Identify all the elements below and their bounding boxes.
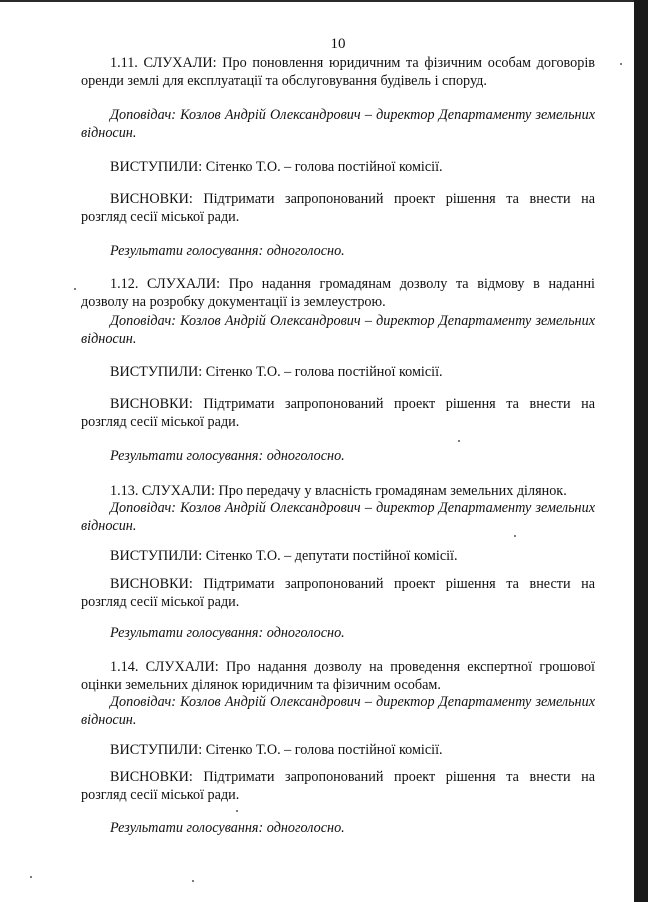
heard-1-14: 1.14. СЛУХАЛИ: Про надання дозволу на проведення експертної грошової оцінки земельних ділянок юридичним та фізичним особам.: [81, 659, 595, 693]
heard-1-11: 1.11. СЛУХАЛИ: Про поновлення юридичним та фізичним особам договорів оренди землі для експлуатації та обслуговування будівель і споруд.: [81, 55, 595, 89]
speaker-1-11: Доповідач: Козлов Андрій Олександрович – директор Департаменту земельних відносин.: [81, 107, 595, 141]
vote-1-14: Результати голосування: одноголосно.: [110, 820, 345, 836]
scan-speck: [74, 288, 76, 290]
page-number: 10: [330, 36, 346, 52]
vote-1-13: Результати голосування: одноголосно.: [110, 625, 345, 641]
document-page: [81, 0, 595, 902]
vote-1-12: Результати голосування: одноголосно.: [110, 448, 345, 464]
heard-1-13: 1.13. СЛУХАЛИ: Про передачу у власність громадянам земельних ділянок.: [110, 483, 567, 499]
vote-1-11: Результати голосування: одноголосно.: [110, 243, 345, 259]
scan-border-right: [634, 0, 648, 902]
spoke-1-14: ВИСТУПИЛИ: Сітенко Т.О. – голова постійної комісії.: [110, 742, 443, 758]
scan-speck: [458, 440, 460, 442]
conclusions-1-13: ВИСНОВКИ: Підтримати запропонований проект рішення та внести на розгляд сесії міської ради.: [81, 576, 595, 610]
conclusions-1-14: ВИСНОВКИ: Підтримати запропонований проект рішення та внести на розгляд сесії міської ради.: [81, 769, 595, 803]
scan-speck: [620, 63, 622, 65]
conclusions-1-11: ВИСНОВКИ: Підтримати запропонований проект рішення та внести на розгляд сесії міської ради.: [81, 191, 595, 225]
scan-speck: [514, 535, 516, 537]
spoke-1-11: ВИСТУПИЛИ: Сітенко Т.О. – голова постійної комісії.: [110, 159, 443, 175]
scan-speck: [236, 810, 238, 812]
speaker-1-13: Доповідач: Козлов Андрій Олександрович – директор Департаменту земельних відносин.: [81, 500, 595, 534]
scan-speck: [30, 876, 32, 878]
conclusions-1-12: ВИСНОВКИ: Підтримати запропонований проект рішення та внести на розгляд сесії міської ради.: [81, 396, 595, 430]
speaker-1-12: Доповідач: Козлов Андрій Олександрович – директор Департаменту земельних відносин.: [81, 313, 595, 347]
spoke-1-12: ВИСТУПИЛИ: Сітенко Т.О. – голова постійної комісії.: [110, 364, 443, 380]
speaker-1-14: Доповідач: Козлов Андрій Олександрович – директор Департаменту земельних відносин.: [81, 694, 595, 728]
scan-speck: [192, 880, 194, 882]
heard-1-12: 1.12. СЛУХАЛИ: Про надання громадянам дозволу та відмову в наданні дозволу на розробку документації із землеустрою.: [81, 276, 595, 310]
spoke-1-13: ВИСТУПИЛИ: Сітенко Т.О. – депутати постійної комісії.: [110, 548, 458, 564]
